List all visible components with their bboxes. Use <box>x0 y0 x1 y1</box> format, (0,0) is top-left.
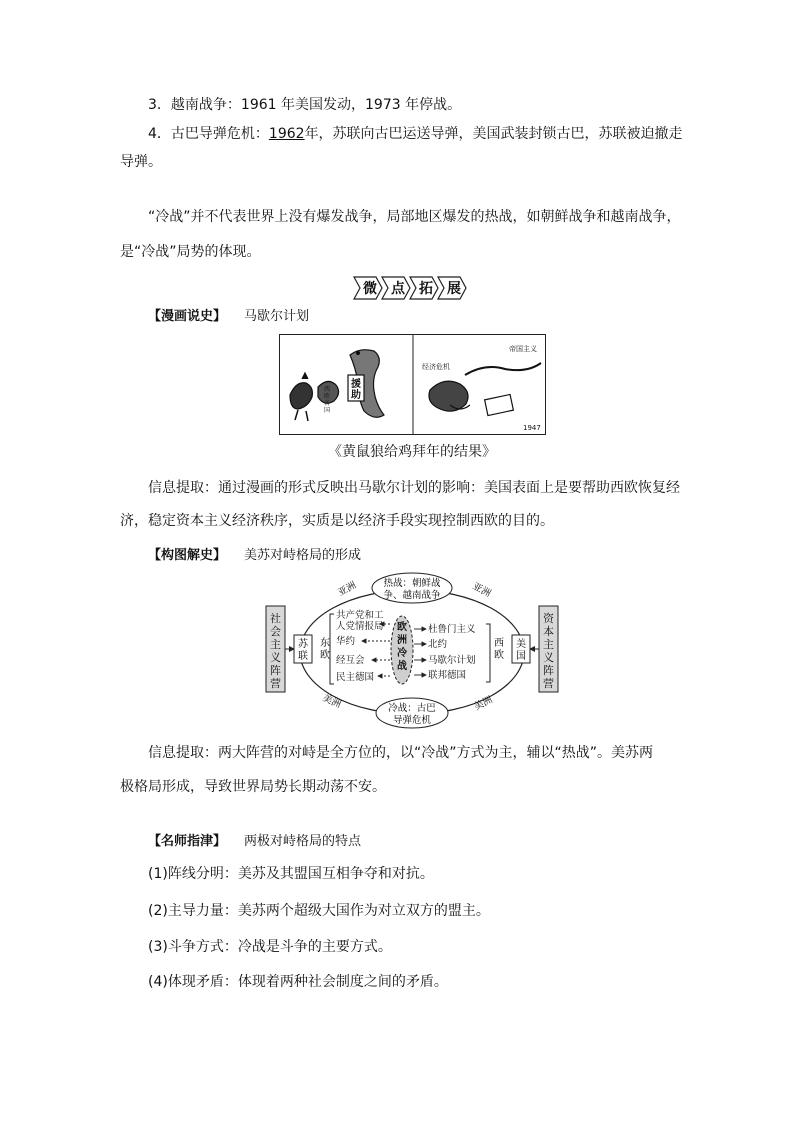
dongou-1: 东 <box>320 638 330 649</box>
america-left-label: 美洲 <box>320 692 343 711</box>
left-item-4: 民主德国 <box>336 672 375 683</box>
comic-info-line-2: 济，稳定资本主义经济秩序，实质是以经济手段实现控制西欧的目的。 <box>120 513 554 529</box>
svg-text:阵: 阵 <box>543 664 554 677</box>
diagram-title: 美苏对峙格局的形成 <box>244 548 362 563</box>
svg-text:主: 主 <box>270 638 281 651</box>
cartoon-label-ou: 欧 <box>323 393 331 400</box>
right-item-4: 联邦德国 <box>428 670 467 681</box>
teacher-heading <box>148 831 361 852</box>
svg-text:会: 会 <box>270 625 281 638</box>
item-4-prefix: 4．古巴导弹危机： <box>148 126 269 142</box>
suli-2: 联 <box>298 651 308 662</box>
item-3-text: 1961 年美国发动，1973 年停战。 <box>240 97 462 113</box>
item-3 <box>148 95 461 115</box>
cartoon-image <box>279 334 546 435</box>
item-4-text: 年，苏联向古巴运送导弹，美国武装封锁古巴，苏联被迫撤走 <box>304 126 683 142</box>
dongou-2: 欧 <box>320 650 330 661</box>
bipolar-diagram <box>262 572 562 730</box>
diagram-info-line-2: 极格局形成，导致世界局势长期动荡不安。 <box>120 779 386 795</box>
right-camp-label <box>543 611 555 690</box>
left-item-1a: 共产党和工 <box>336 610 384 621</box>
left-camp-label <box>270 611 281 690</box>
banner-char-3: 拓 <box>419 281 433 297</box>
meiguo-1: 美 <box>516 639 526 650</box>
item-4 <box>148 124 683 144</box>
svg-text:营: 营 <box>543 677 554 690</box>
meiguo-2: 国 <box>516 651 526 662</box>
right-item-1: 杜鲁门主义 <box>428 624 476 635</box>
suli-1: 苏 <box>298 639 308 650</box>
left-panel <box>290 350 384 421</box>
left-item-1b: 人党情报局 <box>336 621 384 632</box>
svg-text:义: 义 <box>270 651 281 664</box>
item-4-continuation: 导弹。 <box>120 154 162 170</box>
teacher-point-3: (3)斗争方式：冷战是斗争的主要方式。 <box>148 939 392 955</box>
note-line-2: 是“冷战”局势的体现。 <box>120 244 261 260</box>
bottom-box-line-1: 冷战：古巴 <box>388 703 436 714</box>
comic-info-line-1: 信息提取：通过漫画的形式反映出马歇尔计划的影响：美国表面上是要帮助西欧恢复经 <box>148 480 680 496</box>
cartoon-label-guo: 国 <box>323 407 331 414</box>
cartoon-label-xi: 西 <box>323 386 331 393</box>
comic-heading <box>148 306 309 327</box>
svg-text:义: 义 <box>543 651 554 664</box>
bottom-box-line-2: 导弹危机 <box>392 715 432 726</box>
top-box-line-2: 争、越南战争 <box>383 590 441 601</box>
svg-text:本: 本 <box>543 625 554 638</box>
diagram-tag: 【构图解史】 <box>148 548 227 563</box>
svg-text:阵: 阵 <box>270 664 281 677</box>
cartoon-label-imperialism: 帝国主义 <box>509 345 537 353</box>
asia-left-label: 亚洲 <box>336 580 359 599</box>
teacher-point-1: (1)阵线分明：美苏及其盟国互相争夺和对抗。 <box>148 866 434 882</box>
top-box-line-1: 热战：朝鲜战 <box>383 578 441 589</box>
xiou-2: 欧 <box>494 650 504 661</box>
comic-title: 马歇尔计划 <box>244 309 310 324</box>
cartoon-caption: 《黄鼠狼给鸡拜年的结果》 <box>328 444 496 460</box>
item-4-year: 1962 <box>268 126 305 142</box>
cartoon-sign-1: 援 <box>351 379 361 390</box>
teacher-point-4: (4)体现矛盾：体现着两种社会制度之间的矛盾。 <box>148 974 448 990</box>
diagram-info-line-1: 信息提取：两大阵营的对峙是全方位的，以“冷战”方式为主，辅以“热战”。美苏两 <box>148 745 654 761</box>
left-item-3: 经互会 <box>336 655 365 666</box>
left-item-2: 华约 <box>336 636 356 647</box>
right-item-3: 马歇尔计划 <box>428 655 476 666</box>
cartoon-sign-2: 助 <box>351 390 361 401</box>
diagram-heading <box>148 545 361 566</box>
svg-text:资: 资 <box>543 612 554 625</box>
svg-text:社: 社 <box>270 612 281 625</box>
svg-text:营: 营 <box>270 677 281 690</box>
cartoon-label-crisis: 经济危机 <box>422 363 450 371</box>
item-3-prefix: 3．越南战争： <box>148 97 241 113</box>
svg-text:冷: 冷 <box>397 648 407 659</box>
teacher-tag: 【名师指津】 <box>148 834 227 849</box>
teacher-point-2: (2)主导力量：美苏两个超级大国作为对立双方的盟主。 <box>148 903 490 919</box>
cartoon-year: 1947 <box>523 424 541 432</box>
note-line-1: “冷战”并不代表世界上没有爆发战争，局部地区爆发的热战，如朝鲜战争和越南战争， <box>148 209 681 225</box>
banner-char-1: 微 <box>363 281 377 297</box>
xiou-1: 西 <box>494 638 504 649</box>
svg-text:洲: 洲 <box>397 635 407 646</box>
right-item-2: 北约 <box>428 639 448 650</box>
america-right-label: 美洲 <box>472 694 495 713</box>
cartoon-label-ge: 各 <box>323 400 331 407</box>
svg-text:主: 主 <box>543 638 554 651</box>
banner-char-2: 点 <box>391 281 405 297</box>
asia-right-label: 亚洲 <box>470 580 493 600</box>
svg-text:战: 战 <box>397 661 407 672</box>
comic-tag: 【漫画说史】 <box>148 309 227 324</box>
banner-char-4: 展 <box>447 281 461 297</box>
teacher-title: 两极对峙格局的特点 <box>244 834 362 849</box>
svg-text:欧: 欧 <box>397 622 407 633</box>
section-banner <box>352 275 470 301</box>
